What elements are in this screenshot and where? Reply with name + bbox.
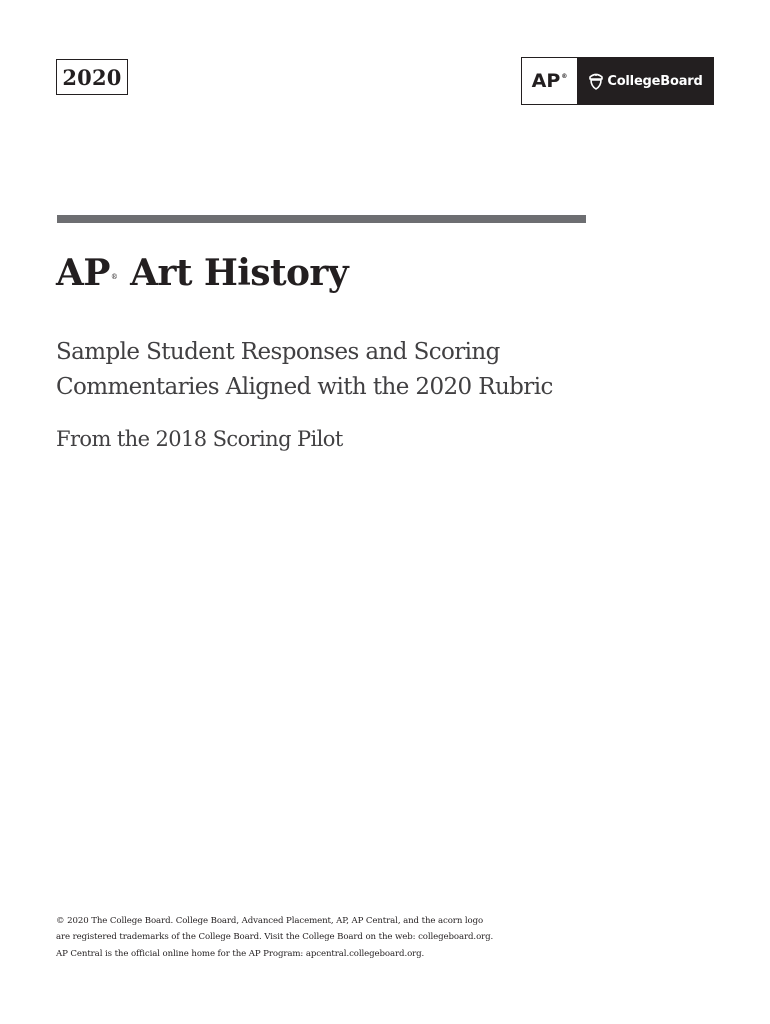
subtitle-line-1: Sample Student Responses and Scoring: [56, 339, 500, 365]
collegeboard-logo: [577, 57, 714, 105]
acorn-icon: [588, 73, 604, 90]
footer-line-2: are registered trademarks of the College Board. Visit the College Board on the web: collegeboard.org.: [56, 932, 494, 942]
ap-logo: [521, 57, 577, 105]
subtitle-line-2: Commentaries Aligned with the 2020 Rubric: [56, 374, 553, 400]
collegeboard-logo-text: CollegeBoard: [607, 73, 703, 89]
copyright-footer: [56, 913, 616, 962]
ap-collegeboard-logo: [521, 57, 714, 105]
title-main: Art History: [118, 252, 349, 294]
footer-line-3: AP Central is the official online home for the AP Program: apcentral.collegeboard.org.: [56, 949, 425, 959]
subtitle: [56, 335, 656, 405]
ap-logo-registered-mark: ®: [561, 72, 568, 80]
title-rule: [57, 215, 586, 223]
title-prefix: AP: [56, 252, 110, 294]
year-box: [56, 59, 128, 95]
year-label: 2020: [62, 64, 122, 90]
footer-line-1: © 2020 The College Board. College Board, Advanced Placement, AP, AP Central, and the acorn logo: [56, 916, 484, 926]
ap-logo-text: AP: [531, 70, 561, 92]
title-registered-mark: ®: [110, 273, 118, 281]
pilot-note: From the 2018 Scoring Pilot: [56, 427, 343, 451]
page-title: [56, 244, 348, 302]
